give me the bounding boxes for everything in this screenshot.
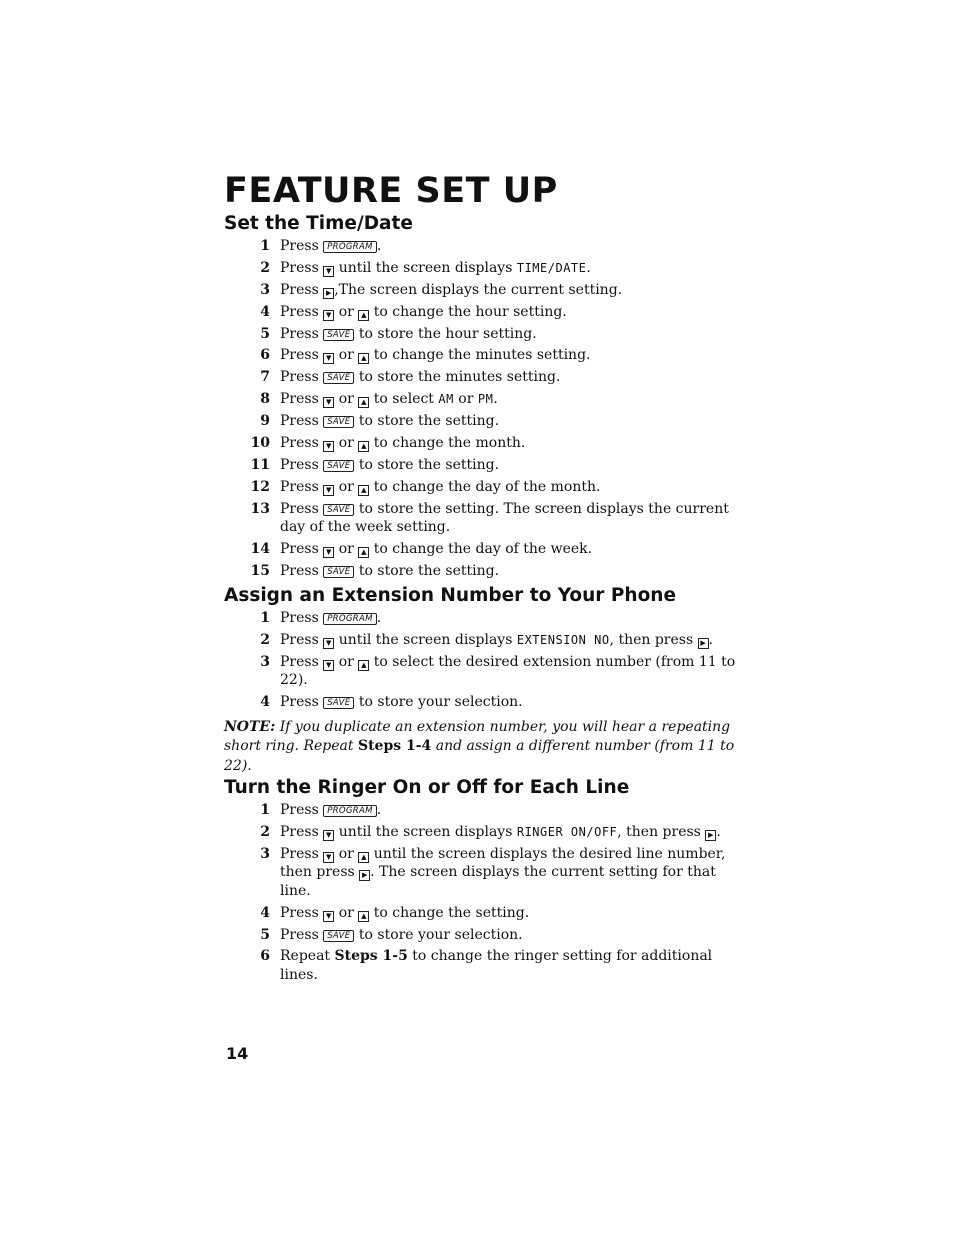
down-arrow-key-icon: ▼ — [323, 310, 334, 321]
list-item: 2 Press ▼ until the screen displays EXTENSION NO, then press ▶ . — [260, 631, 714, 648]
list-item: 11 Press SAVE to store the setting. — [250, 456, 500, 473]
steps-ref: Steps 1-5 — [334, 948, 408, 965]
up-arrow-key-icon: ▲ — [358, 441, 369, 452]
list-item: 1 Press PROGRAM . — [260, 609, 382, 626]
list-item: 4 Press ▼ or ▲ to change the setting. — [260, 904, 530, 921]
program-key-icon: PROGRAM — [323, 613, 376, 625]
list-item: 6 Press ▼ or ▲ to change the minutes setting. — [260, 347, 591, 364]
list-item: 14 Press ▼ or ▲ to change the day of the week. — [250, 541, 593, 558]
program-key-icon: PROGRAM — [323, 241, 376, 253]
save-key-icon: SAVE — [323, 697, 354, 709]
note-label: NOTE: — [224, 718, 276, 735]
down-arrow-key-icon: ▼ — [323, 266, 334, 277]
lcd-text: RINGER ON/OFF — [516, 824, 618, 839]
page-number: 14 — [226, 1044, 249, 1063]
up-arrow-key-icon: ▲ — [358, 660, 369, 671]
list-item: 13 Press SAVE to store the setting. The screen displays the current day of the week setting. — [250, 500, 729, 536]
up-arrow-key-icon: ▲ — [358, 852, 369, 863]
down-arrow-key-icon: ▼ — [323, 830, 334, 841]
section-heading-extension: Assign an Extension Number to Your Phone — [224, 584, 677, 606]
page-content — [224, 170, 744, 988]
list-item: 5 Press SAVE to store your selection. — [260, 926, 523, 943]
save-key-icon: SAVE — [323, 504, 354, 516]
up-arrow-key-icon: ▲ — [358, 485, 369, 496]
list-item: 3 Press ▼ or ▲ until the screen displays the desired line number, then press ▶ . The screen displays the current setting for that line. — [260, 845, 726, 899]
down-arrow-key-icon: ▼ — [323, 397, 334, 408]
right-arrow-key-icon: ▶ — [359, 870, 370, 881]
list-item: 1 Press PROGRAM . — [260, 802, 382, 819]
right-arrow-key-icon: ▶ — [323, 288, 334, 299]
up-arrow-key-icon: ▲ — [358, 547, 369, 558]
lcd-text: EXTENSION NO — [516, 632, 610, 647]
down-arrow-key-icon: ▼ — [323, 547, 334, 558]
down-arrow-key-icon: ▼ — [323, 638, 334, 649]
section-heading-time-date: Set the Time/Date — [224, 213, 413, 234]
list-item: 4 Press SAVE to store your selection. — [260, 694, 523, 711]
up-arrow-key-icon: ▲ — [358, 310, 369, 321]
up-arrow-key-icon: ▲ — [358, 397, 369, 408]
note-paragraph: NOTE: If you duplicate an extension number, you will hear a repeating short ring. Repeat Steps 1-4 and assign a different number (from 11 to 22). — [224, 718, 735, 774]
right-arrow-key-icon: ▶ — [705, 830, 716, 841]
save-key-icon: SAVE — [323, 416, 354, 428]
section-heading-ringer: Turn the Ringer On or Off for Each Line — [224, 777, 630, 799]
save-key-icon: SAVE — [323, 329, 354, 341]
list-item: 8 Press ▼ or ▲ to select AM or PM. — [260, 391, 498, 408]
program-key-icon: PROGRAM — [323, 805, 376, 817]
list-item: 1 Press PROGRAM . — [260, 238, 382, 254]
down-arrow-key-icon: ▼ — [323, 660, 334, 671]
list-item: 12 Press ▼ or ▲ to change the day of the month. — [250, 478, 601, 495]
list-item: 6 Repeat Steps 1-5 to change the ringer setting for additional lines. — [260, 948, 713, 983]
extension-steps — [224, 609, 744, 712]
page-title: FEATURE SET UP — [224, 171, 558, 211]
list-item: 2 Press ▼ until the screen displays TIME/DATE. — [260, 259, 591, 276]
list-item: 10 Press ▼ or ▲ to change the month. — [250, 435, 526, 452]
list-item: 2 Press ▼ until the screen displays RINGER ON/OFF, then press ▶ . — [260, 823, 721, 840]
list-item: 5 Press SAVE to store the hour setting. — [260, 325, 537, 342]
lcd-text: PM — [477, 392, 494, 407]
down-arrow-key-icon: ▼ — [323, 485, 334, 496]
list-item: 3 Press ▼ or ▲ to select the desired extension number (from 11 to 22). — [260, 653, 736, 689]
save-key-icon: SAVE — [323, 566, 354, 578]
list-item: 7 Press SAVE to store the minutes setting. — [260, 369, 561, 386]
save-key-icon: SAVE — [323, 372, 354, 384]
down-arrow-key-icon: ▼ — [323, 441, 334, 452]
list-item: 3 Press ▶ ,The screen displays the current setting. — [260, 281, 623, 298]
list-item: 15 Press SAVE to store the setting. — [250, 562, 500, 579]
up-arrow-key-icon: ▲ — [358, 353, 369, 364]
note-steps-ref: Steps 1-4 — [357, 738, 432, 755]
lcd-text: TIME/DATE — [516, 260, 587, 275]
save-key-icon: SAVE — [323, 930, 354, 942]
down-arrow-key-icon: ▼ — [323, 852, 334, 863]
right-arrow-key-icon: ▶ — [698, 638, 709, 649]
time-date-steps — [224, 237, 744, 580]
ringer-steps — [224, 801, 744, 984]
down-arrow-key-icon: ▼ — [323, 911, 334, 922]
down-arrow-key-icon: ▼ — [323, 353, 334, 364]
save-key-icon: SAVE — [323, 460, 354, 472]
lcd-text: AM — [438, 392, 454, 407]
list-item: 4 Press ▼ or ▲ to change the hour setting. — [260, 303, 567, 320]
list-item: 9 Press SAVE to store the setting. — [260, 413, 500, 430]
up-arrow-key-icon: ▲ — [358, 911, 369, 922]
